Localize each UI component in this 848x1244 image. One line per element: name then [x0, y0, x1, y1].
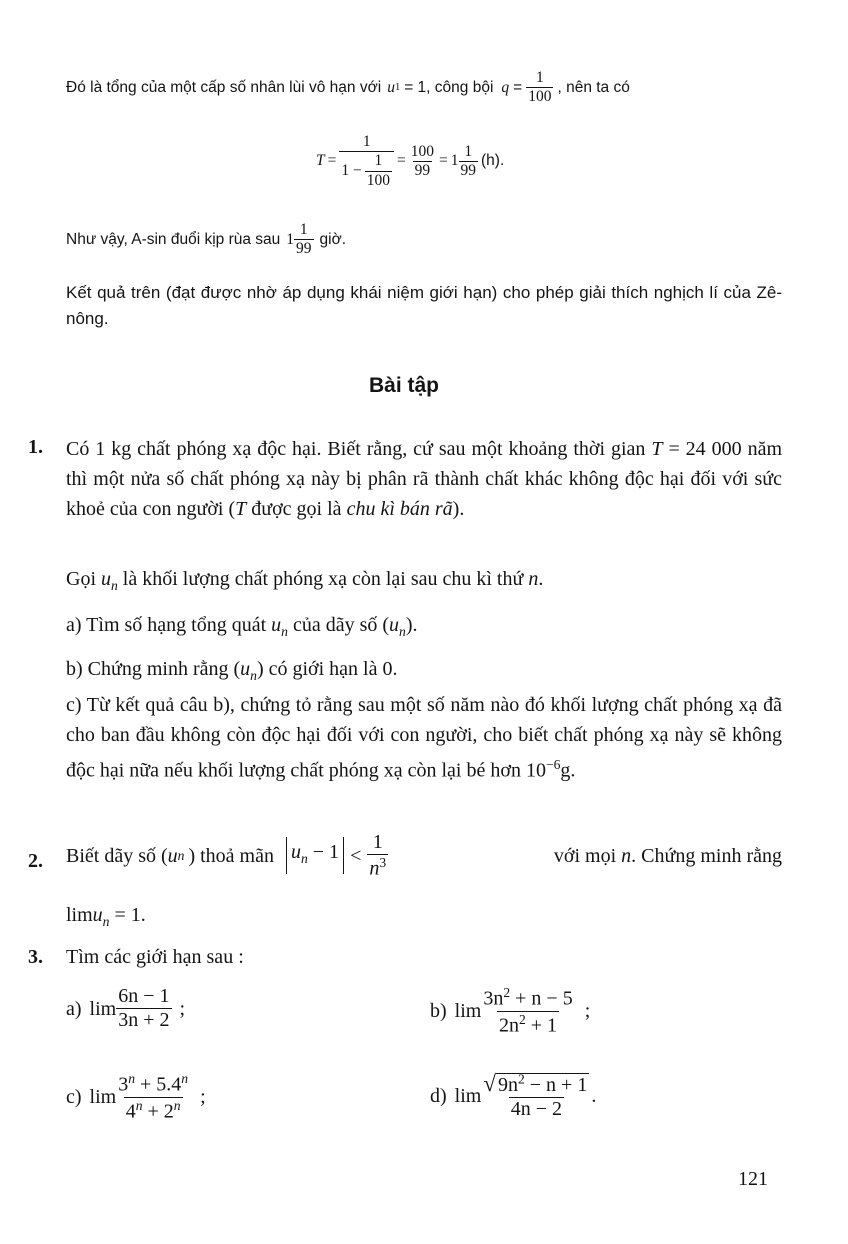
f1-den-lead: 1 − [341, 161, 362, 179]
ex1-c-text: c) Từ kết quả câu b), chứng tỏ rằng sau một số năm nào đó khối lượng chất phóng xạ đã cho ban đầu không còn độc hại đối với con người, cho biết chất phóng xạ này sẽ không độc hại nữa nếu khối lượng chất phóng xạ còn lại bé hơn [66, 694, 782, 782]
page-number: 121 [738, 1168, 768, 1190]
ex3-c-den [124, 1097, 183, 1123]
ex3-c-end: ; [200, 1086, 206, 1109]
eq-2: = [397, 152, 406, 170]
ex2-den-base: n [369, 857, 380, 880]
ex3-d-sqrt-a: 9n [497, 1074, 518, 1096]
u1-var: u [387, 78, 395, 96]
ex3-b-num-a: 3n [483, 987, 504, 1010]
ex3-a-num: 6n − 1 [118, 985, 170, 1007]
conclusion-num: 1 [299, 221, 308, 238]
ex3-a-label: a) [66, 997, 82, 1020]
ex1-b-label: b) Chứng minh rằng ( [66, 658, 241, 680]
intro-line1 [66, 70, 630, 106]
ex3-c-num-exp2: n [181, 1071, 189, 1086]
conclusion-text-a: Như vậy, A-sin đuổi kịp rùa sau [66, 230, 281, 248]
ex1-paragraph [66, 434, 782, 524]
ex1-un: u [101, 568, 111, 590]
ex3-b-den-a: 2n [498, 1014, 519, 1037]
ex1-a-un: u [271, 614, 282, 636]
ex3-a-frac [116, 986, 171, 1031]
ex1-a-un2-sub: n [399, 624, 406, 639]
ex2-text-b: ) thoả mãn [188, 844, 274, 867]
intro-text-a: Đó là tổng của một cấp số nhân lùi vô hạn với [66, 78, 382, 96]
ex1-b-un: u [240, 658, 251, 680]
ex1-a-un-sub: n [281, 624, 288, 639]
ex1-text-c: được gọi là [251, 498, 342, 520]
ex1-a-un2: u [389, 614, 400, 636]
ex1-part-b [66, 654, 398, 691]
ex2-text-c: với mọi [553, 844, 617, 867]
conclusion-one: 1 [286, 230, 295, 248]
ex2-text-a: Biết dãy số ( [66, 844, 168, 867]
ex2-un: u [167, 844, 178, 867]
f1-num: 1 [362, 133, 371, 150]
ex2-frac-num: 1 [372, 831, 383, 853]
q-eq: = [513, 78, 523, 96]
ex3-c-den-exp1: n [135, 1097, 143, 1113]
ex1-text-b: = 24 000 năm thì một nửa số chất phóng xạ này bị phân rã thành chất khác không độc hại đối với sức khoẻ của con người ( [66, 438, 783, 520]
ex1-n: n [528, 568, 539, 590]
ex2-abs-un: u [290, 841, 301, 864]
ex1-goi-end: . [538, 568, 544, 590]
ex3-c-label: c) [66, 1086, 82, 1109]
section-title: Bài tập [368, 374, 439, 397]
ex2-left [66, 832, 388, 880]
ex1-un-sub: n [111, 578, 118, 593]
f3-den: 99 [460, 161, 476, 179]
ex3-b-num-b: + n − 5 [510, 987, 573, 1010]
q-var: q [501, 78, 510, 96]
ex3-b-den-b: + 1 [525, 1014, 558, 1037]
q-fraction [526, 70, 553, 106]
ex2-abs [286, 837, 344, 874]
ex3-b-end: ; [584, 1000, 591, 1023]
f1-inner-frac [365, 153, 392, 189]
ex3-c-lim: lim [89, 1086, 117, 1109]
ex1-text-d: ). [452, 498, 465, 520]
formula-frac-3 [459, 144, 479, 180]
ex2-number: 2. [28, 850, 43, 872]
q-num: 1 [535, 69, 544, 86]
ex2-lim-un: u [92, 904, 103, 926]
eq-3: = [439, 152, 448, 170]
ex3-b-num-exp: 2 [503, 985, 511, 1000]
f2-num: 100 [410, 142, 434, 160]
ex1-goi-rest: là khối lượng chất phóng xạ còn lại sau chu kì thứ [122, 568, 524, 590]
ex2-abs-expr: − 1 [312, 841, 340, 864]
ex1-c-base: 10 [525, 759, 546, 782]
ex3-d-radicand [496, 1073, 589, 1096]
u1-rest: = 1, công bội [404, 78, 494, 96]
ex1-c-unit: g. [560, 759, 576, 782]
sqrt-sign: √ [483, 1071, 496, 1096]
ex3-c-den-a: 4 [125, 1100, 136, 1123]
ex1-text-a: Có 1 kg chất phóng xạ độc hại. Biết rằng, cứ sau một khoảng thời gian [66, 438, 646, 460]
ex3-d-end: . [591, 1085, 597, 1108]
ex1-goi-line [66, 564, 543, 601]
ex2-lim-line [66, 900, 146, 937]
f3-num: 1 [464, 142, 473, 160]
ex1-b-un-sub: n [250, 668, 257, 683]
ex1-c-exp: −6 [545, 757, 561, 772]
intro-text-b: , nên ta có [557, 78, 630, 96]
unit-h: (h). [481, 152, 505, 170]
ex3-c-num-a: 3 [118, 1073, 129, 1096]
ex1-a-mid: của dãy số ( [292, 614, 390, 636]
ex2-right [554, 841, 782, 871]
formula-frac-2 [409, 144, 436, 180]
f2-den: 99 [414, 161, 431, 179]
conclusion-line [66, 222, 346, 258]
ex2-frac-den [367, 854, 388, 880]
ex1-a-end: ). [405, 614, 418, 636]
ex3-c-frac [116, 1072, 190, 1122]
ex1-part-c [66, 690, 782, 786]
ex3-b-frac [481, 986, 574, 1036]
ex2-den-exp: 3 [379, 855, 387, 870]
ex2-lim-sub: n [102, 914, 110, 929]
ex2-un-sub: n [177, 847, 185, 863]
ex3-b [430, 986, 590, 1036]
ex1-number: 1. [28, 436, 43, 458]
conclusion-frac [294, 222, 314, 258]
ex3-b-lim: lim [454, 1000, 482, 1023]
ex1-T: T [651, 438, 663, 460]
result-paragraph: Kết quả trên (đạt được nhờ áp dụng khái niệm giới hạn) cho phép giải thích nghịch lí của Zê-nông. [66, 283, 782, 328]
ex3-a-lim: lim [89, 997, 117, 1020]
ex3-d-num [481, 1072, 591, 1097]
mixed-one: 1 [450, 152, 459, 170]
ex3-c-num-b: + 5.4 [135, 1073, 182, 1096]
ex3-d-sqrt-b: − n + 1 [524, 1074, 588, 1096]
conclusion-den: 99 [296, 240, 312, 258]
T-var: T [316, 152, 325, 170]
ex3-c-num [116, 1072, 190, 1097]
ex3-d [430, 1072, 596, 1120]
ex3-b-den-exp: 2 [518, 1011, 526, 1027]
formula-T [316, 134, 504, 189]
ex3-d-label: d) [430, 1085, 447, 1108]
ex2-abs-sub: n [300, 851, 308, 867]
ex2-text-d: . Chứng minh rằng [631, 844, 782, 867]
f1-den [339, 151, 394, 189]
ex1-T2: T [235, 498, 247, 520]
ex2-lt: < [350, 844, 362, 867]
conclusion-text-b: giờ. [319, 230, 347, 248]
ex3-b-den [497, 1011, 559, 1037]
ex3-intro: Tìm các giới hạn sau : [66, 946, 244, 968]
ex3-a [66, 986, 185, 1031]
q-den: 100 [528, 88, 552, 106]
ex3-c-den-b: + 2 [142, 1100, 174, 1123]
T-eq: = [327, 152, 337, 170]
ex3-a-end: ; [179, 997, 186, 1020]
ex2-n: n [621, 844, 632, 867]
ex3-d-sqrt-exp: 2 [517, 1071, 525, 1087]
u1-sub: 1 [394, 82, 401, 94]
ex1-part-a [66, 610, 418, 647]
formula-frac-1 [339, 134, 394, 189]
ex3-b-num [481, 986, 574, 1011]
ex3-a-den: 3n + 2 [118, 1009, 170, 1031]
ex2-frac [367, 832, 388, 880]
ex3-b-label: b) [430, 1000, 447, 1023]
ex2-line [66, 832, 782, 880]
ex3-d-lim: lim [454, 1085, 482, 1108]
ex2-lim-rest: = 1. [114, 904, 146, 926]
ex1-a-label: a) Tìm số hạng tổng quát [66, 614, 267, 636]
ex3-d-den: 4n − 2 [510, 1098, 562, 1121]
f1-inner-num: 1 [374, 152, 383, 170]
ex1-goi: Gọi [66, 568, 96, 590]
ex1-term: chu kì bán rã [346, 498, 453, 520]
f1-inner-den: 100 [366, 171, 390, 189]
ex3-d-frac [481, 1072, 591, 1120]
ex1-b-end: ) có giới hạn là 0. [256, 658, 398, 680]
ex3-number: 3. [28, 946, 43, 968]
ex2-lim: lim [66, 904, 93, 926]
ex3-c-den-exp2: n [173, 1097, 181, 1113]
ex3-c-num-exp1: n [128, 1071, 136, 1086]
ex3-c [66, 1072, 206, 1122]
